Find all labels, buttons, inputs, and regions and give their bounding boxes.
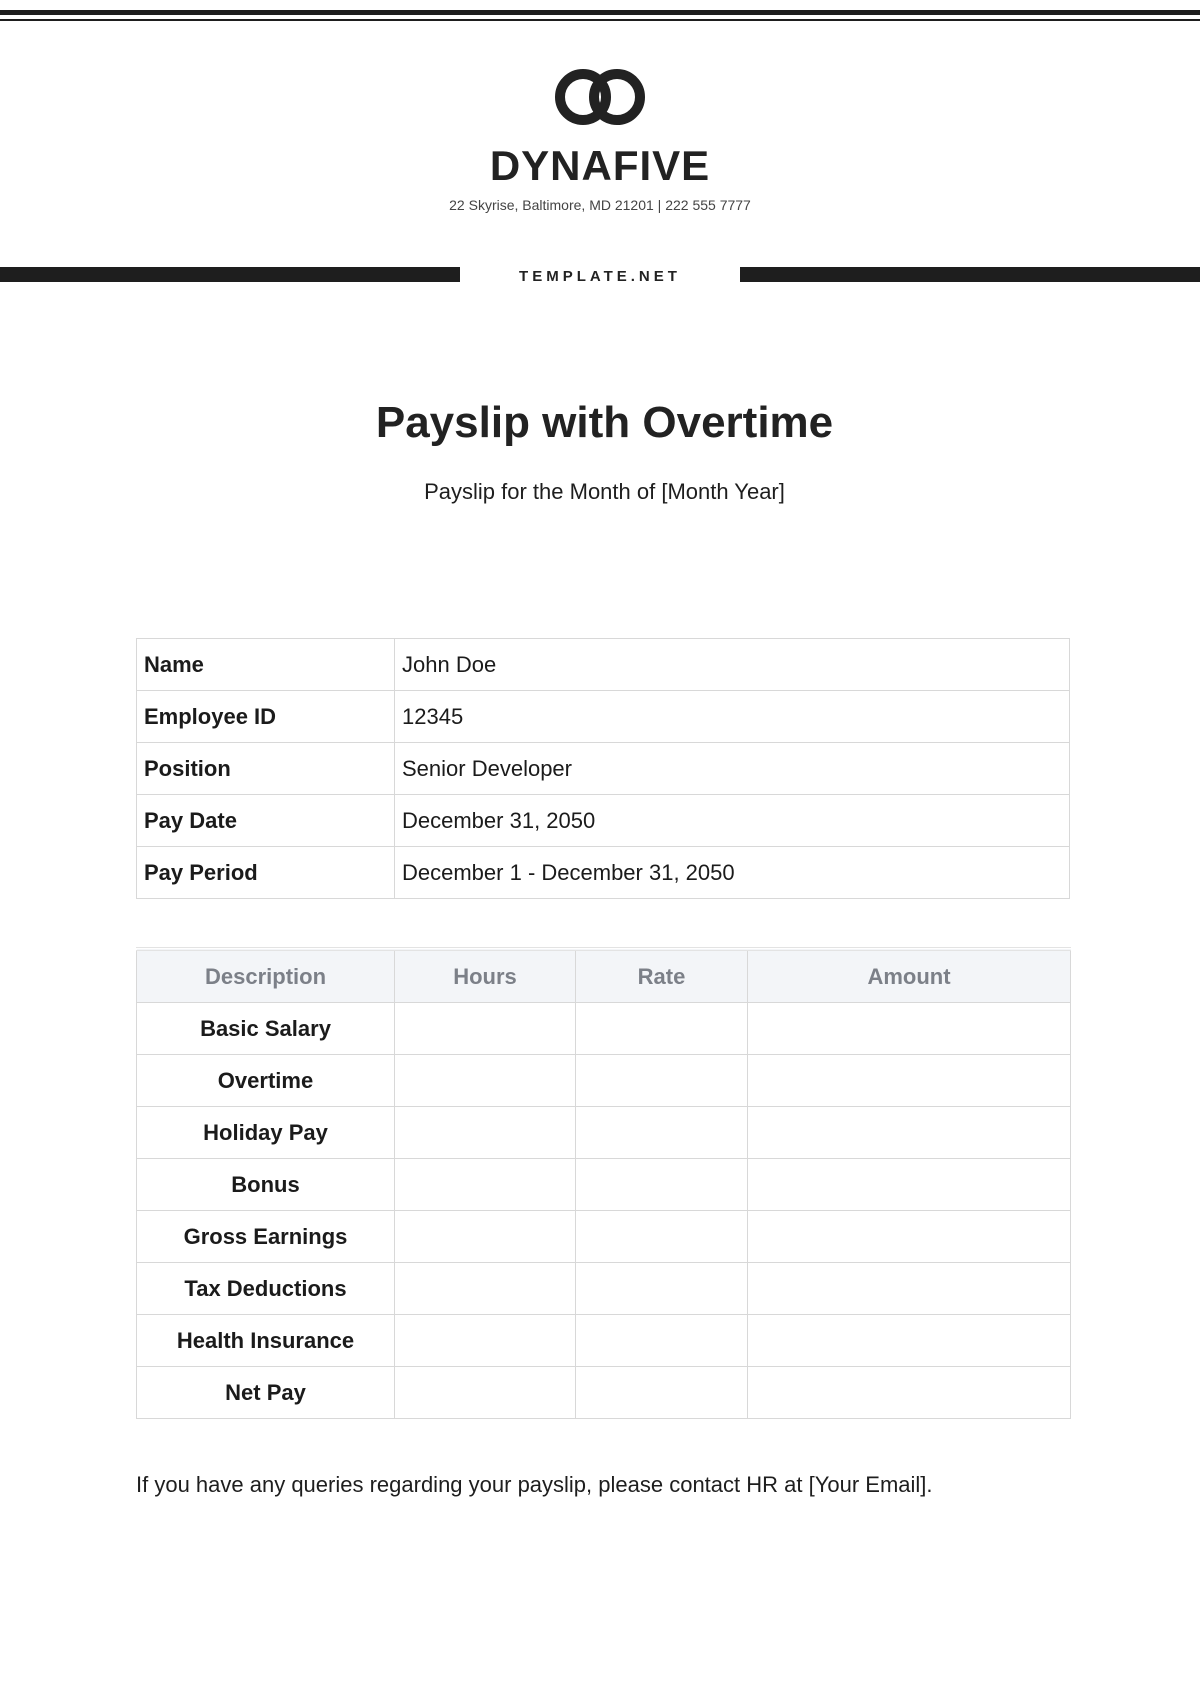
table-row [137,1107,1071,1159]
column-header-rate: Rate [576,949,748,1003]
earning-rate [576,1055,748,1107]
table-row [137,1263,1071,1315]
table-row [137,743,1070,795]
info-value: John Doe [395,639,1070,691]
earning-rate [576,1315,748,1367]
earning-rate [576,1211,748,1263]
band-label: TEMPLATE.NET [519,268,681,285]
info-label: Pay Date [137,795,395,847]
table-row [137,847,1070,899]
company-address: 22 Skyrise, Baltimore, MD 21201 | 222 555 7777 [449,197,751,213]
table-header-row [137,949,1071,1003]
document-title: Payslip with Overtime [375,398,834,447]
top-rule-thin [0,19,1200,21]
table-row [137,1211,1071,1263]
earning-description: Net Pay [137,1367,395,1419]
info-value: Senior Developer [395,743,1070,795]
column-header-hours: Hours [395,949,576,1003]
footer-note: If you have any queries regarding your payslip, please contact HR at [Your Email]. [136,1472,933,1497]
band-left [0,267,460,282]
interlocked-rings-icon [553,66,647,128]
employee-info-table [136,638,1070,899]
info-value: December 1 - December 31, 2050 [395,847,1070,899]
earning-description: Holiday Pay [137,1107,395,1159]
earning-hours [395,1055,576,1107]
table-row [137,1367,1071,1419]
earnings-table [136,947,1071,1419]
document-subtitle: Payslip for the Month of [Month Year] [424,479,785,504]
band-right [740,267,1200,282]
earning-rate [576,1159,748,1211]
info-label: Position [137,743,395,795]
company-name: DYNAFIVE [489,142,711,189]
table-row [137,1315,1071,1367]
earning-rate [576,1367,748,1419]
info-label: Pay Period [137,847,395,899]
earning-amount [748,1367,1071,1419]
earning-rate [576,1003,748,1055]
top-rule-thick [0,10,1200,15]
table-row [137,795,1070,847]
earning-description: Tax Deductions [137,1263,395,1315]
info-value: 12345 [395,691,1070,743]
earning-hours [395,1315,576,1367]
earning-hours [395,1107,576,1159]
earning-description: Basic Salary [137,1003,395,1055]
earning-description: Overtime [137,1055,395,1107]
table-row [137,1003,1071,1055]
earning-rate [576,1263,748,1315]
earning-hours [395,1263,576,1315]
column-header-description: Description [137,949,395,1003]
info-label: Name [137,639,395,691]
table-row [137,639,1070,691]
earning-amount [748,1055,1071,1107]
earning-rate [576,1107,748,1159]
table-row [137,1055,1071,1107]
table-row [137,691,1070,743]
earning-hours [395,1003,576,1055]
earning-hours [395,1367,576,1419]
info-label: Employee ID [137,691,395,743]
earning-amount [748,1159,1071,1211]
column-header-amount: Amount [748,949,1071,1003]
earning-description: Bonus [137,1159,395,1211]
info-value: December 31, 2050 [395,795,1070,847]
earning-description: Health Insurance [137,1315,395,1367]
earning-hours [395,1211,576,1263]
earning-description: Gross Earnings [137,1211,395,1263]
earning-amount [748,1003,1071,1055]
earning-amount [748,1211,1071,1263]
table-row [137,1159,1071,1211]
earning-amount [748,1315,1071,1367]
earning-amount [748,1263,1071,1315]
earning-amount [748,1107,1071,1159]
earning-hours [395,1159,576,1211]
